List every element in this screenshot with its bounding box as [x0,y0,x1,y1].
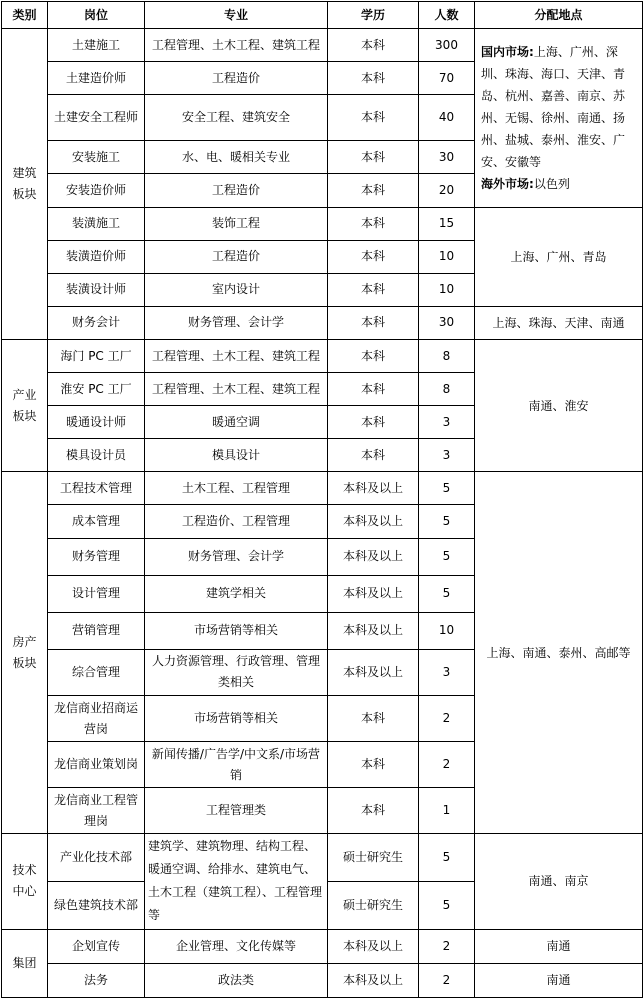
major: 建筑学相关 [145,575,328,612]
header-row [2,2,643,29]
major: 暖通空调 [145,406,328,439]
education: 本科 [328,788,419,834]
major: 财务管理、会计学 [145,538,328,575]
major: 政法类 [145,963,328,997]
education: 本科 [328,439,419,472]
education: 本科 [328,339,419,372]
major: 工程管理、土木工程、建筑工程 [145,339,328,372]
count: 30 [419,306,475,339]
major: 土木工程、工程管理 [145,472,328,505]
position: 法务 [48,963,145,997]
education: 本科及以上 [328,505,419,538]
major: 模具设计 [145,439,328,472]
recruitment-table [1,1,643,998]
major: 工程管理、土木工程、建筑工程 [145,29,328,62]
education: 本科 [328,695,419,741]
category-jianzhu: 建筑 板块 [2,29,48,340]
table-row [2,834,643,882]
major: 工程造价 [145,62,328,95]
count: 15 [419,207,475,240]
header-position: 岗位 [48,2,145,29]
header-location: 分配地点 [475,2,643,29]
major: 室内设计 [145,273,328,306]
table-row [2,207,643,240]
education: 本科 [328,273,419,306]
position: 产业化技术部 [48,834,145,882]
major: 装饰工程 [145,207,328,240]
position: 暖通设计师 [48,406,145,439]
position: 安装施工 [48,141,145,174]
major: 工程造价 [145,174,328,207]
count: 70 [419,62,475,95]
count: 3 [419,439,475,472]
count: 10 [419,240,475,273]
category-jituan: 集团 [2,929,48,997]
count: 3 [419,649,475,695]
location-finance: 上海、珠海、天津、南通 [475,306,643,339]
count: 2 [419,963,475,997]
domestic-cities: 上海、广州、深圳、珠海、海口、天津、青岛、杭州、嘉善、南京、苏州、无锡、徐州、南通、扬州、盐城、泰州、淮安、广安、安徽等 [481,44,626,169]
count: 8 [419,373,475,406]
major: 安全工程、建筑安全 [145,95,328,141]
major: 工程管理类 [145,788,328,834]
header-count: 人数 [419,2,475,29]
location-qihua: 南通 [475,929,643,963]
education: 本科 [328,95,419,141]
major: 市场营销等相关 [145,612,328,649]
count: 8 [419,339,475,372]
header-education: 学历 [328,2,419,29]
header-category: 类别 [2,2,48,29]
table-row [2,29,643,62]
education: 本科 [328,29,419,62]
position: 绿色建筑技术部 [48,881,145,929]
education: 本科及以上 [328,649,419,695]
count: 5 [419,834,475,882]
position: 淮安 PC 工厂 [48,373,145,406]
major: 水、电、暖相关专业 [145,141,328,174]
count: 2 [419,742,475,788]
position: 综合管理 [48,649,145,695]
position: 工程技术管理 [48,472,145,505]
position: 龙信商业招商运营岗 [48,695,145,741]
count: 5 [419,472,475,505]
location-chanye: 南通、淮安 [475,339,643,471]
count: 2 [419,929,475,963]
position: 海门 PC 工厂 [48,339,145,372]
category-jishu: 技术 中心 [2,834,48,929]
location-jishu: 南通、南京 [475,834,643,929]
major: 市场营销等相关 [145,695,328,741]
major: 工程管理、土木工程、建筑工程 [145,373,328,406]
education: 本科及以上 [328,963,419,997]
position: 土建造价师 [48,62,145,95]
count: 300 [419,29,475,62]
position: 龙信商业工程管理岗 [48,788,145,834]
category-chanye: 产业 板块 [2,339,48,471]
domestic-label: 国内市场: [481,44,534,59]
count: 10 [419,273,475,306]
location-domestic-overseas [475,29,643,208]
position: 土建施工 [48,29,145,62]
table-row [2,472,643,505]
location-decor: 上海、广州、青岛 [475,207,643,306]
education: 本科 [328,62,419,95]
education: 本科 [328,174,419,207]
position: 安装造价师 [48,174,145,207]
count: 5 [419,881,475,929]
count: 1 [419,788,475,834]
position: 装潢造价师 [48,240,145,273]
count: 40 [419,95,475,141]
overseas-cities: 以色列 [533,176,570,191]
count: 5 [419,575,475,612]
header-major: 专业 [145,2,328,29]
education: 本科 [328,306,419,339]
education: 本科及以上 [328,929,419,963]
count: 10 [419,612,475,649]
position: 设计管理 [48,575,145,612]
education: 本科 [328,141,419,174]
position: 土建安全工程师 [48,95,145,141]
education: 硕士研究生 [328,834,419,882]
table-row [2,306,643,339]
education: 本科 [328,207,419,240]
position: 模具设计员 [48,439,145,472]
category-fangchan: 房产 板块 [2,472,48,834]
major: 工程造价 [145,240,328,273]
count: 3 [419,406,475,439]
major-jishu: 建筑学、建筑物理、结构工程、暖通空调、给排水、建筑电气、土木工程（建筑工程）、工程管理等 [145,834,328,929]
major: 财务管理、会计学 [145,306,328,339]
education: 本科及以上 [328,575,419,612]
position: 装潢施工 [48,207,145,240]
count: 2 [419,695,475,741]
location-fangchan: 上海、南通、泰州、高邮等 [475,472,643,834]
education: 本科及以上 [328,612,419,649]
major: 工程造价、工程管理 [145,505,328,538]
major: 企业管理、文化传媒等 [145,929,328,963]
position: 装潢设计师 [48,273,145,306]
position: 营销管理 [48,612,145,649]
overseas-label: 海外市场: [481,176,534,191]
table-row [2,339,643,372]
education: 硕士研究生 [328,881,419,929]
position: 财务管理 [48,538,145,575]
education: 本科 [328,240,419,273]
position: 龙信商业策划岗 [48,742,145,788]
education: 本科 [328,742,419,788]
major: 人力资源管理、行政管理、管理类相关 [145,649,328,695]
position: 成本管理 [48,505,145,538]
table-row [2,929,643,963]
table-row [2,963,643,997]
education: 本科 [328,406,419,439]
count: 30 [419,141,475,174]
position: 企划宣传 [48,929,145,963]
location-fawu: 南通 [475,963,643,997]
education: 本科及以上 [328,472,419,505]
count: 20 [419,174,475,207]
count: 5 [419,505,475,538]
education: 本科 [328,373,419,406]
count: 5 [419,538,475,575]
major: 新闻传播/广告学/中文系/市场营销 [145,742,328,788]
education: 本科及以上 [328,538,419,575]
position: 财务会计 [48,306,145,339]
